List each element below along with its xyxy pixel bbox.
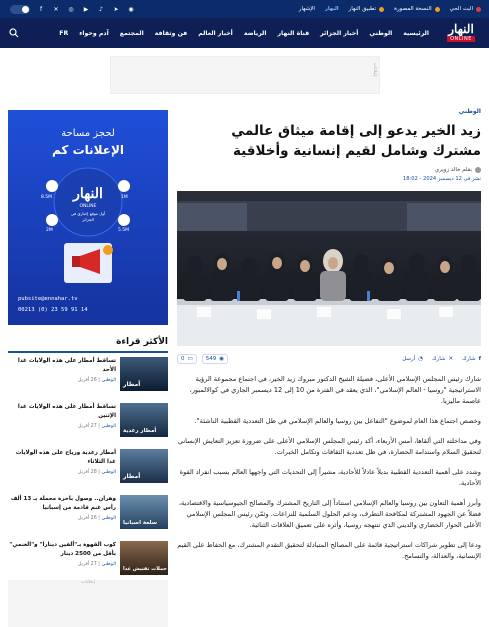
- most-read-section: [8, 337, 168, 583]
- x-icon[interactable]: ✕: [53, 5, 59, 13]
- list-item[interactable]: أمطار رعدية تساقط أمطار على هذه الولايات غدا الإثنين الوطني | 27 أفريل: [8, 403, 168, 445]
- newspaper-icon: [435, 7, 440, 12]
- nav-item-society[interactable]: المجتمع: [119, 29, 144, 37]
- share-facebook-button[interactable]: f شارك: [462, 356, 481, 362]
- thumb-rain: أمطار: [120, 357, 168, 391]
- send-button[interactable]: ◔ أرسل: [402, 356, 424, 362]
- ad-stat-4: 5.5M: [118, 228, 130, 233]
- tiktok-icon[interactable]: ♪: [99, 5, 103, 13]
- article-title: زيد الخير يدعو إلى إقامة ميثاق عالمي مشترك وشامل لقيم إنسانية وأخلاقية: [231, 123, 481, 159]
- article-body: [177, 374, 481, 571]
- article-category[interactable]: الوطني: [458, 108, 481, 115]
- list-item[interactable]: أمطار أمطار رعدية ورياح على هذه الولايات غدا الثلاثاء الوطني | 28 أفريل: [8, 449, 168, 491]
- social-links: [10, 0, 135, 18]
- send-icon: ◔: [418, 356, 424, 362]
- article-hero-image: [177, 191, 481, 346]
- ad-line-2: الإعلانات كم: [52, 143, 124, 157]
- top-links: [299, 0, 481, 18]
- app-icon: [379, 7, 384, 12]
- list-item[interactable]: سلعة اسبانيا وهران.. وصول باخرة محملة بـ 13 ألف رأس غنم قادمة من إسبانيا الوطني | 26 أفريل: [8, 495, 168, 537]
- share-x-label: شارك: [432, 356, 446, 362]
- comments-count[interactable]: 0 ▭: [177, 354, 197, 364]
- thumb-rain-2: أمطار: [120, 449, 168, 483]
- share-x-button[interactable]: [432, 356, 453, 362]
- ad-stat-2: 1M: [121, 195, 128, 200]
- nav-items: [59, 18, 429, 48]
- ad-stat-3: 2M: [46, 228, 53, 233]
- nav-item-adam-eve[interactable]: آدم وحواء: [79, 29, 109, 37]
- ad-logo-sub: ONLINE: [79, 204, 97, 209]
- nav-item-algeria-news[interactable]: أخبار الجزائر: [320, 29, 359, 37]
- list-item[interactable]: أمطار تساقط أمطار على هذه الولايات غدا الأحد الوطني | 26 أفريل: [8, 357, 168, 399]
- live-dot-icon: [476, 7, 481, 12]
- paragraph: وشدد على أهمية التعددية القطبية بديلاً عادلاً للأحادية، مشيراً إلى التحديات التي واجهها العالم بسبب انفراد القوة الأحادية.: [179, 468, 481, 487]
- sidebar-ad-slot-2[interactable]: إعلانات: [8, 580, 168, 627]
- youtube-icon[interactable]: ▶: [83, 5, 89, 13]
- eye-icon: ◉: [219, 356, 225, 362]
- sidebar-ad[interactable]: [8, 110, 168, 325]
- thumb-ship: سلعة اسبانيا: [120, 495, 168, 529]
- comment-icon: ▭: [187, 356, 193, 362]
- article-header: [181, 108, 481, 182]
- ad-line-1: لحجز مساحة: [61, 128, 115, 139]
- telegram-icon[interactable]: ➤: [113, 5, 119, 13]
- advertising-link[interactable]: الإشهار: [298, 6, 315, 12]
- thumb-coffee: حملات تفتيش غدا: [120, 541, 168, 575]
- nav-item-sports[interactable]: الرياضة: [243, 29, 267, 37]
- ad-logo: النهار: [73, 186, 103, 202]
- share-row: [177, 353, 481, 365]
- site-logo[interactable]: النهار ONLINE: [441, 22, 481, 44]
- author-line: [181, 167, 481, 173]
- ad-phone: 00213 (0) 23 59 91 14: [18, 307, 88, 313]
- dark-mode-toggle[interactable]: [10, 5, 30, 14]
- facebook-icon[interactable]: f: [39, 5, 43, 13]
- facebook-icon: f: [478, 356, 481, 362]
- ad-stat-1: 8.5M: [41, 195, 53, 200]
- nav-item-national[interactable]: الوطني: [369, 29, 393, 37]
- nav-item-channel[interactable]: قناة النهار: [277, 29, 310, 37]
- conference-photo: [177, 191, 481, 346]
- nav-item-culture[interactable]: فن وثقافة: [154, 29, 188, 37]
- nav-item-home[interactable]: الرئيسية: [403, 29, 429, 37]
- most-read-header: الأكثر قراءة: [8, 337, 168, 353]
- views-count: 549 ◉: [202, 354, 228, 364]
- rss-icon[interactable]: ◉: [128, 5, 134, 13]
- brand-mini-link[interactable]: النهار: [324, 6, 339, 12]
- list-item[interactable]: حملات تفتيش غدا كوب القهوة بـ"ألفين دينارا" و"الغنمي" بأقل من 2500 دينار الوطني | 27 أفريل: [8, 541, 168, 583]
- app-link[interactable]: تطبيق النهار: [349, 6, 384, 12]
- paragraph: وفي مداخلته التي ألقاها، أمس الأربعاء، أكد رئيس المجلس الإسلامي الأعلى على ضرورة تعزيز التعايش الإنساني لتحقيق السلام واستدامة الحضارة، في ظل تعددية الثقافات وتكامل الخبرات.: [177, 437, 481, 456]
- main-nav: [0, 18, 489, 48]
- paragraph: وخصص اجتماع هذا العام لموضوع "التفاعل بين روسيا والعالم الإسلامي في ظل التعددية القطبية الناشئة".: [194, 417, 481, 425]
- ad-email: pubsite@ennahar.tv: [18, 296, 78, 302]
- top-ad-slot[interactable]: إعلانات: [110, 56, 380, 94]
- nav-item-world[interactable]: أخبار العالم: [198, 29, 233, 37]
- paragraph: ودعا إلى تطوير شراكات استراتيجية قائمة على المصالح المتبادلة لتحقيق التقدم المشترك، مع الحفاظ على القيم الإنسانية، والعدالة، والتسامح.: [177, 541, 481, 560]
- print-edition-link[interactable]: النسخة المصورة: [394, 6, 440, 12]
- instagram-icon[interactable]: ◎: [68, 5, 74, 13]
- thumb-storm: أمطار رعدية: [120, 403, 168, 437]
- article-stats: [177, 354, 228, 364]
- author-avatar: [475, 167, 481, 173]
- author-name[interactable]: بقلم خالد زويري: [434, 167, 472, 173]
- x-icon: ✕: [448, 356, 454, 362]
- live-link[interactable]: البث الحي: [450, 6, 481, 12]
- search-icon[interactable]: [9, 28, 19, 38]
- publish-date: نشر في 12 ديسمبر 2024 - 18:02: [402, 176, 481, 182]
- top-bar: [0, 0, 489, 18]
- ad-tagline: أول موقع إخباري في الجزائر: [70, 211, 106, 222]
- nav-item-french[interactable]: FR: [59, 29, 69, 37]
- paragraph: شارك رئيس المجلس الإسلامي الأعلى، فضيلة الشيخ الدكتور مبروك زيد الخير، في اجتماع مجموعة الرؤية الاستراتيجية "روسيا - العالم الإسلامي"، الذي يعقد في الفترة من 10 إلى 12 ديسمبر الجاري في كوالالمبور، عاصمة ماليزيا.: [189, 375, 481, 405]
- paragraph: وأبرز أهمية التعاون بين روسيا والعالم الإسلامي استناداً إلى التاريخ المشترك والمصالح الجيوسياسية والاقتصادية، فضلاً عن الجهود المشتركة لمكافحة التطرف، ودعم الحلول السلمية للنزاعات. وثمّن رئيس المجلس الإسلامي الأعلى الحوار الحضاري والديني الذي تنتهجه روسيا، وأثره على تعميق العلاقات الثنائية.: [178, 499, 481, 529]
